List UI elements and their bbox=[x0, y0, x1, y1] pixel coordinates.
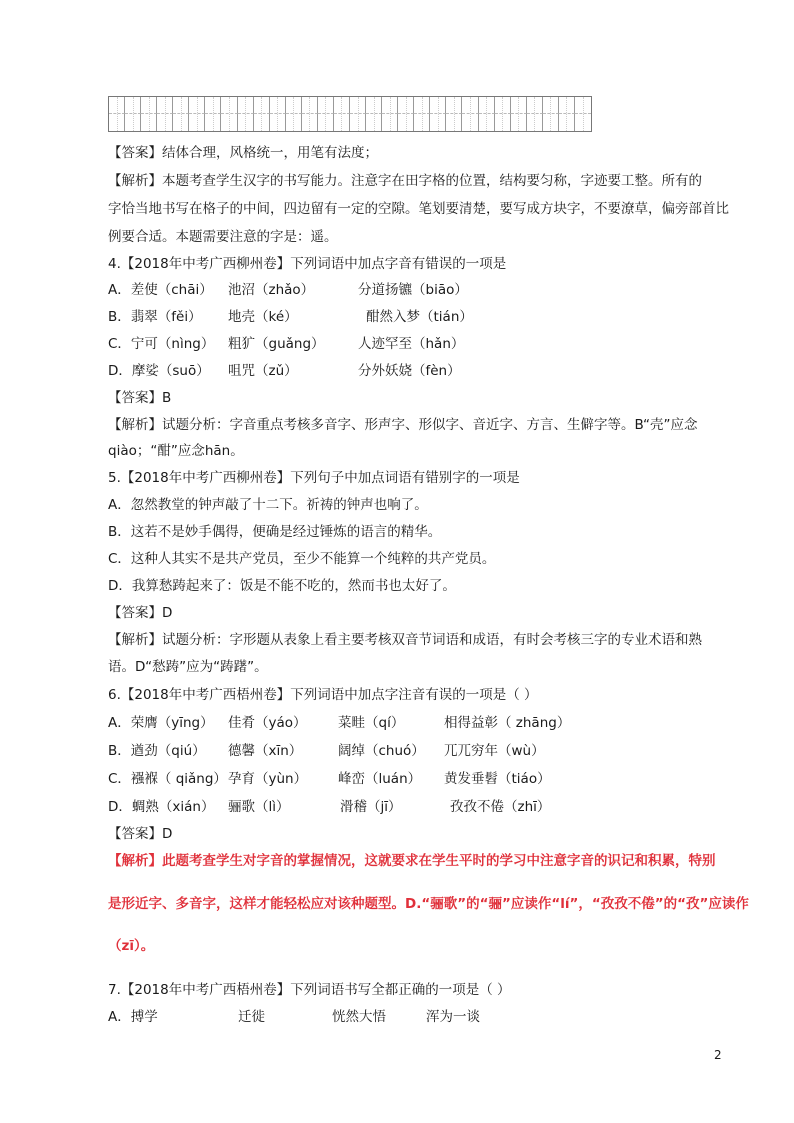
q4-analysis-line: 【解析】试题分析：字音重点考核多音字、形声字、形似字、音近字、方言、生僻字等。B“壳”应念 bbox=[108, 417, 698, 433]
grid-cell bbox=[527, 97, 543, 114]
q7-option-a-word2: 迁徙 bbox=[238, 1009, 265, 1025]
grid-cell bbox=[430, 114, 446, 131]
grid-cell bbox=[398, 114, 414, 131]
grid-cell bbox=[270, 97, 286, 114]
prev-analysis-line: 字恰当地书写在格子的中间，四边留有一定的空隙。笔划要清楚，要写成方块字，不要潦草，偏旁部首比 bbox=[108, 201, 729, 217]
grid-cell bbox=[462, 114, 478, 131]
grid-cell bbox=[254, 114, 270, 131]
q5-option-d: D．我算愁踌起来了：饭是不能不吃的，然而书也太好了。 bbox=[108, 578, 456, 594]
grid-cell bbox=[286, 97, 302, 114]
q4-analysis-line: qiào；“酣”应念hān。 bbox=[108, 443, 244, 459]
prev-answer: 【答案】结体合理，风格统一，用笔有法度； bbox=[108, 145, 378, 161]
grid-cell bbox=[527, 114, 543, 131]
grid-cell bbox=[157, 97, 173, 114]
grid-cell bbox=[495, 114, 511, 131]
q6-option-c-word4: 黄发垂髫（tiáo） bbox=[444, 771, 551, 787]
q5-option-c: C．这种人其实不是共产党员，至少不能算一个纯粹的共产党员。 bbox=[108, 551, 496, 567]
grid-cell bbox=[414, 97, 430, 114]
grid-cell bbox=[543, 97, 559, 114]
grid-cell bbox=[205, 97, 221, 114]
q4-answer: 【答案】B bbox=[108, 390, 172, 406]
grid-cell bbox=[254, 97, 270, 114]
q4-option-c-word2: 粗犷（guǎng） bbox=[228, 336, 325, 352]
prev-analysis-line: 【解析】本题考查学生汉字的书写能力。注意字在田字格的位置，结构要匀称，字迹要工整。所有的 bbox=[108, 173, 702, 189]
grid-cell bbox=[511, 114, 527, 131]
grid-cell bbox=[125, 97, 141, 114]
q6-option-d-word2: 骊歌（lì） bbox=[228, 799, 290, 815]
q6-option-a-word1: A．荣膺（yīng） bbox=[108, 715, 214, 731]
grid-cell bbox=[109, 97, 125, 114]
q6-analysis-line: （zī）。 bbox=[108, 938, 155, 954]
grid-cell bbox=[141, 97, 157, 114]
page-number: 2 bbox=[714, 1048, 722, 1062]
grid-cell bbox=[157, 114, 173, 131]
q6-option-c-word3: 峰峦（luán） bbox=[338, 771, 422, 787]
grid-cell bbox=[414, 114, 430, 131]
q6-option-d-word3: 滑稽（jī） bbox=[340, 799, 402, 815]
grid-cell bbox=[189, 97, 205, 114]
q7-option-a-word4: 浑为一谈 bbox=[426, 1009, 480, 1025]
q5-option-b: B．这若不是妙手偶得，便确是经过锤炼的语言的精华。 bbox=[108, 524, 442, 540]
grid-cell bbox=[238, 97, 254, 114]
grid-cell bbox=[462, 97, 478, 114]
q6-option-b-word3: 阔绰（chuó） bbox=[338, 743, 425, 759]
q6-analysis-line: 是形近字、多音字，这样才能轻松应对该种题型。D.“骊歌”的“骊”应读作“lí”，“孜孜不倦”的“孜”应读作 bbox=[108, 896, 749, 912]
grid-cell bbox=[479, 97, 495, 114]
q6-answer: 【答案】D bbox=[108, 826, 173, 842]
grid-cell bbox=[559, 114, 575, 131]
grid-cell bbox=[575, 97, 591, 114]
q5-answer: 【答案】D bbox=[108, 605, 173, 621]
q6-option-d-word1: D．蜩熟（xián） bbox=[108, 799, 215, 815]
q4-option-a-word3: 分道扬镳（biāo） bbox=[358, 282, 468, 298]
q6-stem: 6.【2018年中考广西梧州卷】下列词语中加点字注音有误的一项是（ ） bbox=[108, 687, 538, 703]
q5-analysis-line: 语。D“愁踌”应为“踌躇”。 bbox=[108, 659, 268, 675]
grid-cell bbox=[221, 97, 237, 114]
grid-cell bbox=[205, 114, 221, 131]
grid-cell bbox=[350, 97, 366, 114]
grid-cell bbox=[141, 114, 157, 131]
grid-cell bbox=[173, 114, 189, 131]
grid-cell bbox=[318, 97, 334, 114]
grid-cell bbox=[430, 97, 446, 114]
q4-option-d-word3: 分外妖娆（fèn） bbox=[358, 363, 461, 379]
prev-analysis-line: 例要合适。本题需要注意的字是：遥。 bbox=[108, 229, 338, 245]
q6-option-d-word4: 孜孜不倦（zhī） bbox=[450, 799, 551, 815]
q6-option-c-word2: 孕育（yùn） bbox=[228, 771, 308, 787]
q7-option-a-word1: A．搏学 bbox=[108, 1009, 158, 1025]
grid-cell bbox=[446, 97, 462, 114]
grid-cell bbox=[382, 97, 398, 114]
q6-analysis-line: 【解析】此题考查学生对字音的掌握情况，这就要求在学生平时的学习中注意字音的识记和积累，特别 bbox=[108, 853, 716, 869]
q4-option-d-word1: D．摩娑（suō） bbox=[108, 363, 210, 379]
grid-cell bbox=[479, 114, 495, 131]
grid-cell bbox=[543, 114, 559, 131]
q4-option-c-word3: 人迹罕至（hǎn） bbox=[358, 336, 465, 352]
grid-cell bbox=[511, 97, 527, 114]
grid-cell bbox=[125, 114, 141, 131]
q7-stem: 7.【2018年中考广西梧州卷】下列词语书写全都正确的一项是（ ） bbox=[108, 982, 511, 998]
grid-cell bbox=[366, 114, 382, 131]
grid-cell bbox=[334, 97, 350, 114]
q6-option-b-word2: 德馨（xīn） bbox=[228, 743, 303, 759]
grid-cell bbox=[238, 114, 254, 131]
q5-analysis-line: 【解析】试题分析：字形题从表象上看主要考核双音节词语和成语，有时会考核三字的专业术语和熟 bbox=[108, 632, 702, 648]
grid-cell bbox=[575, 114, 591, 131]
grid-cell bbox=[350, 114, 366, 131]
q4-option-d-word2: 咀咒（zǔ） bbox=[228, 363, 298, 379]
q4-option-a-word1: A．差使（chāi） bbox=[108, 282, 213, 298]
grid-cell bbox=[366, 97, 382, 114]
q4-option-c-word1: C．宁可（nìng） bbox=[108, 336, 215, 352]
q6-option-a-word4: 相得益彰（ zhāng） bbox=[444, 715, 571, 731]
q6-option-c-word1: C．襁褓（ qiǎng） bbox=[108, 771, 227, 787]
grid-cell bbox=[173, 97, 189, 114]
q6-option-a-word2: 佳肴（yáo） bbox=[228, 715, 307, 731]
q4-stem: 4.【2018年中考广西柳州卷】下列词语中加点字音有错误的一项是 bbox=[108, 256, 507, 272]
grid-cell bbox=[334, 114, 350, 131]
writing-grid bbox=[108, 96, 592, 132]
grid-cell bbox=[286, 114, 302, 131]
grid-cell bbox=[302, 97, 318, 114]
q4-option-b-word2: 地壳（ké） bbox=[228, 309, 298, 325]
q5-stem: 5.【2018年中考广西柳州卷】下列句子中加点词语有错别字的一项是 bbox=[108, 470, 520, 486]
grid-cell bbox=[109, 114, 125, 131]
q6-option-b-word1: B．遒劲（qiú） bbox=[108, 743, 206, 759]
q4-option-a-word2: 池沼（zhǎo） bbox=[228, 282, 315, 298]
q4-option-b-word3: 酣然入梦（tián） bbox=[366, 309, 473, 325]
grid-cell bbox=[446, 114, 462, 131]
q5-option-a: A．忽然教堂的钟声敲了十二下。祈祷的钟声也响了。 bbox=[108, 497, 428, 513]
grid-cell bbox=[189, 114, 205, 131]
q6-option-b-word4: 兀兀穷年（wù） bbox=[444, 743, 545, 759]
grid-cell bbox=[221, 114, 237, 131]
grid-cell bbox=[318, 114, 334, 131]
grid-cell bbox=[270, 114, 286, 131]
grid-cell bbox=[559, 97, 575, 114]
grid-cell bbox=[302, 114, 318, 131]
grid-cell bbox=[382, 114, 398, 131]
q7-option-a-word3: 恍然大悟 bbox=[332, 1009, 386, 1025]
grid-cell bbox=[398, 97, 414, 114]
q4-option-b-word1: B．翡翠（fěi） bbox=[108, 309, 202, 325]
q6-option-a-word3: 菜畦（qí） bbox=[338, 715, 405, 731]
grid-cell bbox=[495, 97, 511, 114]
